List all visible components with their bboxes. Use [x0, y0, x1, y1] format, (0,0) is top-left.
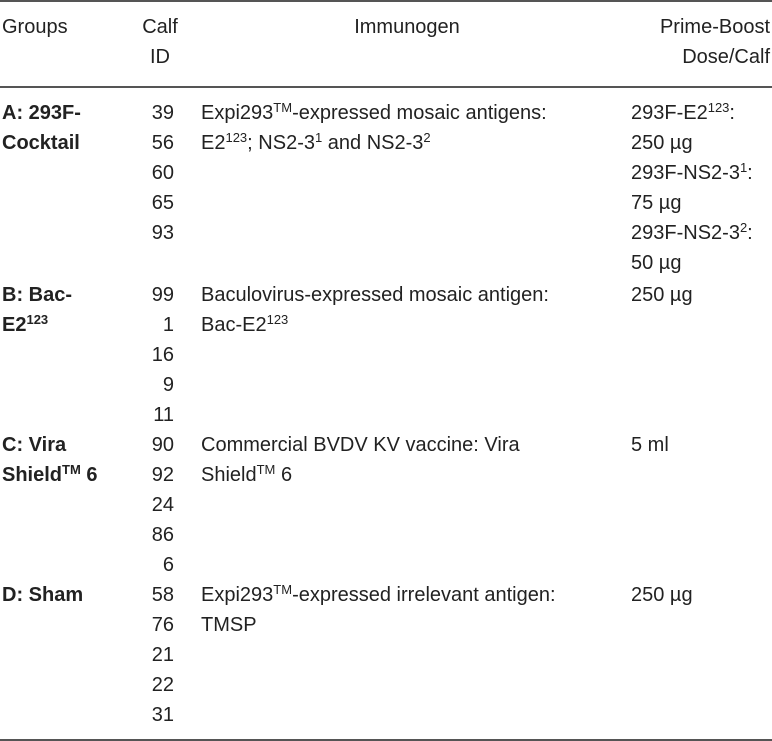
immunogen-line: Expi293™-expressed irrelevant antigen: — [201, 582, 556, 606]
dose-line: 50 µg — [631, 252, 682, 274]
group-a-label — [2, 98, 81, 158]
header-dose-line2: Dose/Calf — [682, 46, 770, 68]
group-b-calf-ids — [140, 280, 174, 430]
calf-id: 60 — [151, 162, 174, 184]
table-bottom-rule — [0, 739, 772, 741]
calf-id: 6 — [162, 554, 174, 576]
calf-id: 99 — [151, 284, 174, 306]
group-d-immunogen — [201, 580, 556, 640]
group-d-calf-ids — [140, 580, 174, 730]
group-b-label — [2, 280, 72, 340]
calf-id: 22 — [151, 674, 174, 696]
calf-id: 58 — [151, 584, 174, 606]
calf-id: 76 — [151, 614, 174, 636]
header-immunogen: Immunogen — [354, 16, 460, 38]
calf-id: 1 — [162, 314, 174, 336]
group-c-label — [2, 430, 97, 490]
header-calf-id-line1: Calf — [142, 16, 178, 38]
dose-line: 250 µg — [631, 132, 693, 154]
dose-line: 250 µg — [631, 284, 693, 306]
immunogen-line: TMSP — [201, 614, 257, 636]
header-calf-id — [135, 12, 185, 72]
calf-id: 93 — [151, 222, 174, 244]
group-c-line2: Shield™ 6 — [2, 462, 98, 486]
group-c-line1: C: Vira — [2, 434, 67, 456]
calf-id: 86 — [151, 524, 174, 546]
group-b-line2: $E2^{123}$ — [2, 312, 49, 336]
immunogen-line: Expi293™-expressed mosaic antigens: — [201, 100, 547, 124]
immunogen-line: Shield™ 6 — [201, 462, 293, 486]
immunogen-line: Baculovirus-expressed mosaic antigen: — [201, 284, 549, 306]
header-calf-id-line2: ID — [150, 46, 170, 68]
group-a-dose — [631, 98, 753, 278]
group-d-line1: D: Sham — [2, 584, 84, 606]
dose-line: 5 ml — [631, 434, 669, 456]
immunogen-line: Commercial BVDV KV vaccine: Vira — [201, 434, 520, 456]
dose-line: $293F-E2^{123}$: — [631, 100, 735, 124]
group-d-label — [2, 580, 83, 610]
calf-id: 56 — [151, 132, 174, 154]
group-a-calf-ids — [140, 98, 174, 248]
calf-id: 90 — [151, 434, 174, 456]
calf-id: 11 — [153, 404, 174, 426]
group-c-dose — [631, 430, 669, 460]
header-bottom-rule — [0, 86, 772, 88]
calf-id: 39 — [151, 102, 174, 124]
group-c-immunogen — [201, 430, 520, 490]
header-dose — [610, 12, 770, 72]
immunogen-line: Bac-$E2^{123}$ — [201, 312, 289, 336]
calf-id: 24 — [151, 494, 174, 516]
dose-line: $293F-NS2-3^2$: — [631, 220, 753, 244]
group-a-immunogen — [201, 98, 547, 158]
group-a-line1: A: 293F- — [2, 102, 81, 124]
header-dose-line1: Prime-Boost — [659, 16, 770, 38]
calf-id: 16 — [151, 344, 174, 366]
group-b-line1: B: Bac- — [2, 284, 73, 306]
table-top-rule — [0, 0, 772, 2]
calf-id: 31 — [151, 704, 174, 726]
calf-id: 9 — [162, 374, 174, 396]
immunogen-line: $E2^{123}$; $NS2-3^1$ and $NS2-3^2$ — [201, 130, 431, 154]
calf-id: 92 — [151, 464, 174, 486]
dose-line: $293F-NS2-3^1$: — [631, 160, 753, 184]
group-c-calf-ids — [140, 430, 174, 580]
dose-line: 250 µg — [631, 584, 693, 606]
group-b-immunogen — [201, 280, 549, 340]
calf-id: 21 — [151, 644, 174, 666]
group-b-dose — [631, 280, 693, 310]
dose-line: 75 µg — [631, 192, 682, 214]
group-d-dose — [631, 580, 693, 610]
group-a-line2: Cocktail — [2, 132, 80, 154]
calf-id: 65 — [151, 192, 174, 214]
header-groups: Groups — [2, 16, 68, 38]
